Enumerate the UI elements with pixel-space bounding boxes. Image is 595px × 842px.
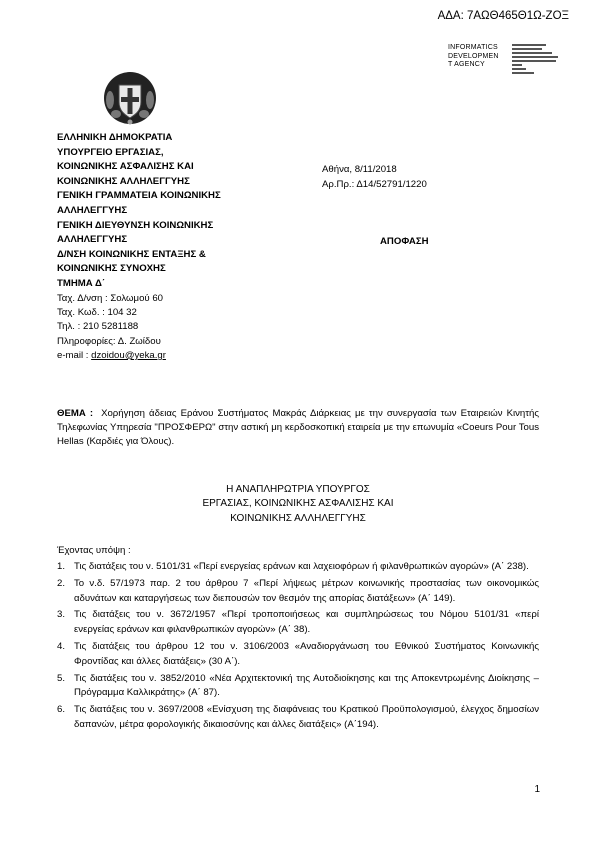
email-label: e-mail : — [57, 349, 92, 361]
list-item — [57, 560, 539, 575]
page-number: 1 — [534, 784, 540, 795]
contact-block — [57, 292, 166, 363]
minister-title — [60, 483, 536, 526]
list-item-number: 2. — [57, 577, 66, 589]
list-item — [57, 640, 539, 670]
contact-address: Ταχ. Δ/νση : Σολωμού 60 — [57, 293, 163, 304]
protocol-number: Αρ.Πρ.: Δ14/52791/1220 — [322, 178, 427, 190]
list-item-number: 3. — [57, 609, 66, 621]
header-line: ΥΠΟΥΡΓΕΙΟ ΕΡΓΑΣΙΑΣ, — [57, 146, 164, 158]
minister-line: ΚΟΙΝΩΝΙΚΗΣ ΑΛΛΗΛΕΓΓΥΗΣ — [230, 512, 366, 524]
contact-info: Πληροφορίες: Δ. Ζωίδου — [57, 335, 161, 347]
agency-line: T AGENCY — [448, 61, 485, 69]
subject-text: Χορήγηση άδειας Εράνου Συστήματος Μακράς Διάρκειας με την συνεργασία των Εταιρειών Κινητής Τηλεφωνίας Υπηρεσία "ΠΡΟΣΦΕΡΩ" στην αστική μη κερδοσκοπική εταιρεία με την επωνυμία «Coeurs Pour Tous Hellas (Καρδιές για Όλους). — [57, 408, 539, 448]
header-line: ΤΜΗΜΑ Δ΄ — [57, 277, 106, 289]
greek-coat-of-arms-icon — [102, 70, 158, 126]
header-line: ΚΟΙΝΩΝΙΚΗΣ ΑΣΦΑΛΙΣΗΣ ΚΑΙ — [57, 161, 194, 173]
place-date-block — [322, 163, 427, 192]
contact-postcode: Ταχ. Κωδ. : 104 32 — [57, 307, 137, 319]
agency-line: INFORMATICS — [448, 44, 498, 51]
header-line: ΑΛΛΗΛΕΓΓΥΗΣ — [57, 204, 128, 216]
header-line: Δ/ΝΣΗ ΚΟΙΝΩΝΙΚΗΣ ΕΝΤΑΞΗΣ & — [57, 248, 206, 260]
list-item-number: 1. — [57, 561, 66, 572]
list-item-text: Τις διατάξεις του ν. 3697/2008 «Ενίσχυση της διαφάνειας του Κρατικού Προϋπολογισμού, έλεγχος δημοσίων δαπανών, μέτρα φορολογικής δικαιοσύνης και άλλες διατάξεις» (Α΄194). — [74, 704, 539, 730]
list-item-text: Τις διατάξεις του ν. 3672/1957 «Περί τροποποιήσεως και συμπληρώσεως του Νόμου 5101/31 «περί ενεργείας εράνων και φιλανθρωπικών αγορών» (Α΄ 38). — [74, 609, 539, 636]
list-item — [57, 577, 539, 607]
agency-logo-text — [448, 44, 508, 70]
subject-paragraph — [57, 407, 539, 450]
header-line: ΓΕΝΙΚΗ ΓΡΑΜΜΑΤΕΙΑ ΚΟΙΝΩΝΙΚΗΣ — [57, 190, 221, 202]
having-regard-heading: Έχοντας υπόψη : — [57, 545, 131, 556]
header-line: ΚΟΙΝΩΝΙΚΗΣ ΣΥΝΟΧΗΣ — [57, 263, 166, 275]
list-item — [57, 703, 539, 733]
agency-fine-print — [512, 44, 572, 84]
list-item — [57, 608, 539, 638]
minister-line: Η ΑΝΑΠΛΗΡΩΤΡΙΑ ΥΠΟΥΡΓΟΣ — [226, 484, 370, 495]
header-line: ΓΕΝΙΚΗ ΔΙΕΥΘΥΝΣΗ ΚΟΙΝΩΝΙΚΗΣ — [57, 219, 214, 231]
list-item-text: Τις διατάξεις του ν. 3852/2010 «Νέα Αρχιτεκτονική της Αυτοδιοίκησης και της Αποκεντρωμένης Διοίκησης – Πρόγραμμα Καλλικράτης» (Α΄ 87). — [74, 672, 539, 699]
place-date: Αθήνα, 8/11/2018 — [322, 164, 397, 175]
ada-code: ΑΔΑ: 7ΑΩΘ465Θ1Ω-ΖΟΞ — [437, 10, 569, 22]
issuing-authority-header — [57, 131, 221, 292]
list-item-text: Το ν.δ. 57/1973 παρ. 2 του άρθρου 7 «Περί λήψεως μέτρων κοινωνικής προστασίας των οικονομικώς αδυνάτων και καταργήσεως των διεπουσών τον θεσμόν της απορίας διατάξεων» (Α΄ 149). — [74, 577, 539, 604]
subject-label: ΘΕΜΑ : — [57, 408, 94, 419]
considerations-list — [57, 560, 539, 735]
list-item-number: 4. — [57, 640, 66, 652]
minister-line: ΕΡΓΑΣΙΑΣ, ΚΟΙΝΩΝΙΚΗΣ ΑΣΦΑΛΙΣΗΣ ΚΑΙ — [202, 498, 394, 510]
contact-email-row — [57, 349, 166, 363]
agency-fine-print-graphic — [512, 44, 562, 82]
list-item-text: Τις διατάξεις του ν. 5101/31 «Περί ενεργείας εράνων και λαχειοφόρων ή φιλανθρωπικών αγορών» (Α΄ 238). — [74, 561, 529, 572]
list-item-number: 5. — [57, 672, 66, 684]
contact-phone: Τηλ. : 210 5281188 — [57, 321, 139, 333]
list-item-text: Τις διατάξεις του άρθρου 12 του ν. 3106/2003 «Αναδιοργάνωση του Εθνικού Συστήματος Κοινωνικής Φροντίδας και άλλες διατάξεις» (30 Α΄). — [74, 640, 539, 667]
decision-label: ΑΠΟΦΑΣΗ — [380, 236, 429, 247]
list-item — [57, 672, 539, 702]
header-line: ΑΛΛΗΛΕΓΓΥΗΣ — [57, 234, 128, 246]
header-line: ΚΟΙΝΩΝΙΚΗΣ ΑΛΛΗΛΕΓΓΥΗΣ — [57, 175, 190, 187]
header-line: ΕΛΛΗΝΙΚΗ ΔΗΜΟΚΡΑΤΙΑ — [57, 132, 173, 143]
agency-line: DEVELOPMEN — [448, 52, 499, 60]
email-link[interactable]: dzoidou@yeka.gr — [91, 349, 166, 361]
list-item-number: 6. — [57, 704, 66, 716]
